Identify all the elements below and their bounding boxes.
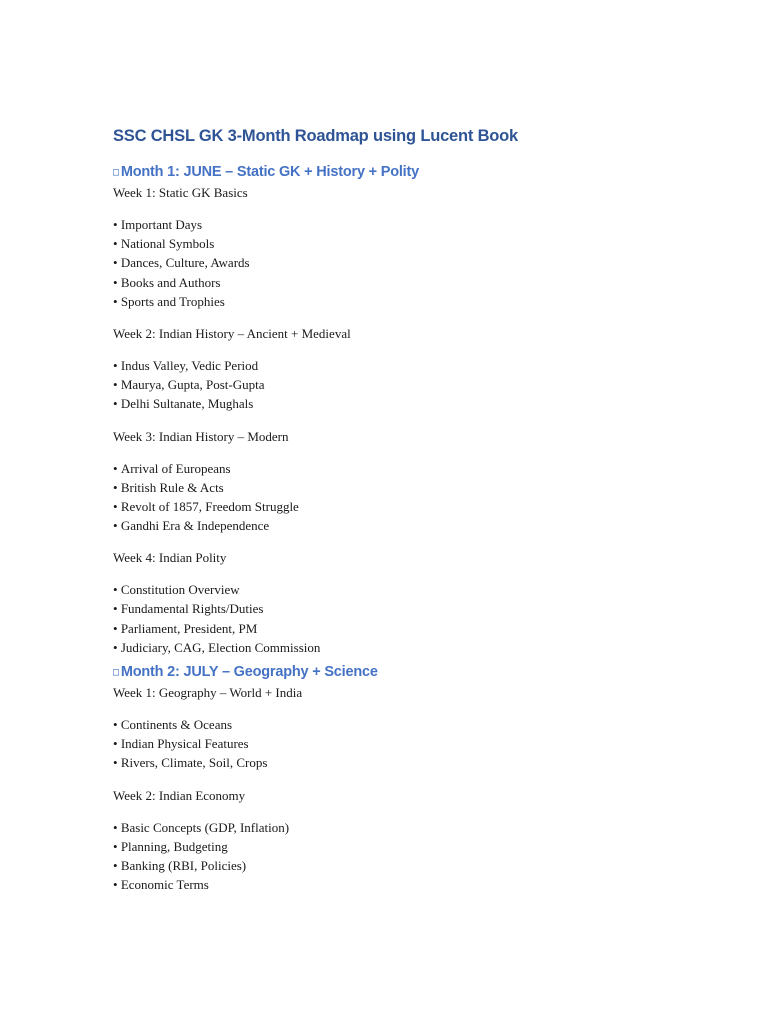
checkbox-icon: □ [113,667,119,678]
topic-list [113,215,713,311]
month-heading [113,160,713,184]
topic-list [113,459,713,536]
week-label: Week 1: Static GK Basics [113,185,248,200]
list-item: • Constitution Overview [113,580,713,599]
list-item: • Indus Valley, Vedic Period [113,356,713,375]
document-page [113,124,713,894]
month-heading [113,660,713,684]
week-label: Week 4: Indian Polity [113,550,227,566]
topic-list [113,715,713,773]
list-item: • National Symbols [113,234,713,253]
topic-list [113,356,713,414]
topic-list [113,818,713,895]
list-item: • Rivers, Climate, Soil, Crops [113,753,713,772]
week-label: Week 1: Geography – World + India [113,685,303,700]
list-item: • Books and Authors [113,273,713,292]
list-item: • Dances, Culture, Awards [113,253,713,272]
list-item: • Arrival of Europeans [113,459,713,478]
list-item: • Sports and Trophies [113,292,713,311]
list-item: • British Rule & Acts [113,478,713,497]
list-item: • Fundamental Rights/Duties [113,599,713,618]
list-item: • Economic Terms [113,875,713,894]
list-item: • Delhi Sultanate, Mughals [113,394,713,413]
month-heading-text: Month 2: JULY – Geography + Science [120,664,378,680]
list-item: • Important Days [113,215,713,234]
month-section [113,660,713,894]
list-item: • Planning, Budgeting [113,837,713,856]
week-label: Week 2: Indian Economy [113,787,246,803]
list-item: • Banking (RBI, Policies) [113,856,713,875]
list-item: • Judiciary, CAG, Election Commission [113,638,713,657]
checkbox-icon: □ [113,167,119,178]
week-label: Week 3: Indian History – Modern [113,428,289,444]
list-item: • Basic Concepts (GDP, Inflation) [113,818,713,837]
document-title: SSC CHSL GK 3-Month Roadmap using Lucent Book [113,127,519,145]
week-label: Week 2: Indian History – Ancient + Medieval [113,325,351,341]
topic-list [113,580,713,657]
month-heading-text: Month 1: JUNE – Static GK + History + Polity [120,164,420,180]
list-item: • Parliament, President, PM [113,619,713,638]
month-section [113,160,713,657]
list-item: • Maurya, Gupta, Post-Gupta [113,375,713,394]
list-item: • Revolt of 1857, Freedom Struggle [113,497,713,516]
list-item: • Gandhi Era & Independence [113,516,713,535]
list-item: • Indian Physical Features [113,734,713,753]
list-item: • Continents & Oceans [113,715,713,734]
